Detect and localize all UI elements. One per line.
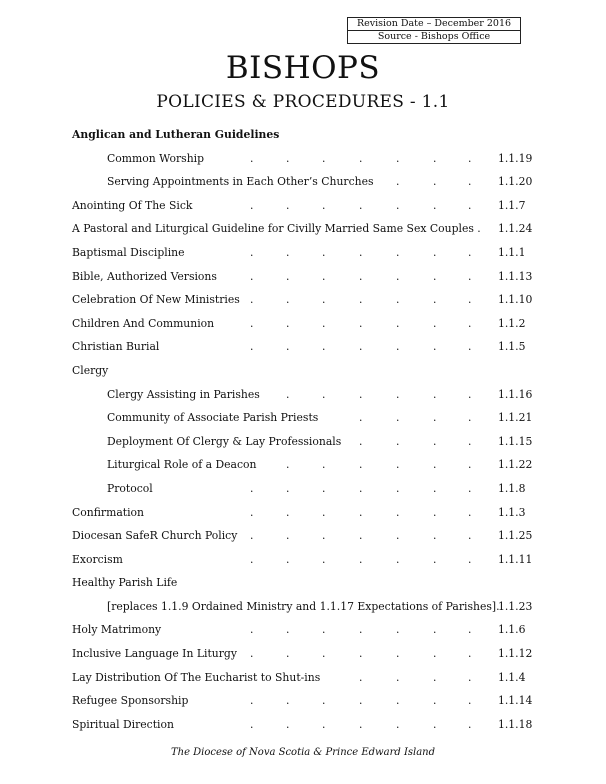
page-subtitle: POLICIES & PROCEDURES - 1.1 [156,92,450,112]
toc-entry [72,127,532,151]
toc-entry-number: 1.1.7 [498,198,526,212]
toc-entry-title: Healthy Parish Life [72,576,178,590]
toc-entry-number: 1.1.10 [498,293,533,307]
toc-entry-title: Refugee Sponsorship [72,694,189,708]
toc-entry-title: Inclusive Language In Liturgy [72,647,237,661]
toc-entry: Inclusive Language In Liturgy . . . . . . . 1.1.12 [72,647,533,661]
toc-entry: Bible, Authorized Versions . . . . . . . 1.1.13 [72,269,533,283]
toc-entry: Lay Distribution Of The Eucharist to Shut-ins . . . . 1.1.4 [72,670,526,684]
toc-entry-title: Serving Appointments in Each Other’s Churches [107,175,374,189]
toc-entry-number: 1.1.3 [498,505,526,519]
toc-entry-number: 1.1.8 [498,481,526,495]
toc-entry: Clergy Assisting in Parishes . . . . . . 1.1.16 [107,387,533,401]
toc-entry [72,363,532,387]
toc-entry-title: Clergy [72,363,109,377]
toc-entry: Serving Appointments in Each Other’s Churches . . . 1.1.20 [107,175,533,189]
toc-entry [72,221,532,245]
toc-entry [72,575,532,599]
toc-entry: Deployment Of Clergy & Lay Professionals . . . . 1.1.15 [107,434,533,448]
toc-entry-number: 1.1.24 [498,222,533,236]
toc-entry-title: Common Worship [107,151,205,165]
toc-entry-number: 1.1.14 [498,694,533,708]
toc-entry: Spiritual Direction . . . . . . . 1.1.18 [72,717,533,731]
toc-entry-title: Lay Distribution Of The Eucharist to Shut-ins [72,670,321,684]
toc-entry-title: A Pastoral and Liturgical Guideline for Civilly Married Same Sex Couples . [72,222,481,236]
toc-entry-title: [replaces 1.1.9 Ordained Ministry and 1.1.17 Expectations of Parishes]. [107,599,500,613]
toc-entry: Common Worship . . . . . . . 1.1.19 [107,151,533,165]
toc-entry-number: 1.1.11 [498,552,533,566]
toc-entry-title: Community of Associate Parish Priests [107,411,319,425]
toc-entry: Protocol . . . . . . . 1.1.8 [107,481,526,495]
toc-entry-number: 1.1.25 [498,529,533,543]
source-office: Source - Bishops Office [348,30,520,43]
toc-entry-title: Exorcism [72,552,123,566]
toc-entry-title: Bible, Authorized Versions [72,269,217,283]
toc-entry-number: 1.1.13 [498,269,533,283]
toc-entry: Confirmation . . . . . . . 1.1.3 [72,505,526,519]
toc-entry: Children And Communion . . . . . . . 1.1.2 [72,316,526,330]
toc-entry: Holy Matrimony . . . . . . . 1.1.6 [72,623,526,637]
toc-entry-title: Anglican and Lutheran Guidelines [72,128,280,141]
toc-entry-number: 1.1.5 [498,340,526,354]
toc-entry-number: 1.1.12 [498,647,533,661]
toc-entry-number: 1.1.16 [498,387,533,401]
toc-entry-title: Diocesan SafeR Church Policy [72,529,238,543]
toc-entry: Anointing Of The Sick . . . . . . . 1.1.7 [72,198,526,212]
toc-entry-title: Liturgical Role of a Deacon [107,458,257,472]
toc-entry-title: Spiritual Direction [72,717,174,731]
page-title: BISHOPS [225,50,381,86]
toc-entry: Christian Burial . . . . . . . 1.1.5 [72,340,526,354]
toc-entry-title: Christian Burial [72,340,160,354]
toc-entry-number: 1.1.20 [498,175,533,189]
revision-date: Revision Date – December 2016 [356,18,512,29]
toc-entry-number: 1.1.23 [498,599,533,613]
toc-entry-title: Protocol [107,481,153,495]
toc-entry: Exorcism . . . . . . . 1.1.11 [72,552,533,566]
toc-entry-number: 1.1.1 [498,245,526,259]
toc-entry [72,599,532,623]
toc-entry-title: Holy Matrimony [72,623,162,637]
toc-entry-number: 1.1.19 [498,151,533,165]
toc-entry: Liturgical Role of a Deacon . . . . . . 1.1.22 [107,458,533,472]
toc-entry-number: 1.1.15 [498,434,533,448]
toc-entry-number: 1.1.22 [498,458,533,472]
toc-entry-title: Confirmation [72,505,144,519]
toc-entry-title: Deployment Of Clergy & Lay Professionals [107,434,342,448]
toc-entry: Celebration Of New Ministries . . . . . . . 1.1.10 [72,293,533,307]
toc-entry-title: Children And Communion [72,316,215,330]
toc-entry-number: 1.1.6 [498,623,526,637]
toc-entry: Diocesan SafeR Church Policy . . . . . . . 1.1.25 [72,529,533,543]
toc-entry: Refugee Sponsorship . . . . . . . 1.1.14 [72,694,533,708]
toc-entry-number: 1.1.2 [498,316,526,330]
toc-entry-number: 1.1.18 [498,717,533,731]
toc-entry: Community of Associate Parish Priests . . . . 1.1.21 [107,411,533,425]
toc-entry-title: Baptismal Discipline [72,245,185,259]
toc-entry-title: Anointing Of The Sick [72,198,193,212]
table-of-contents [72,127,532,740]
toc-entry-title: Clergy Assisting in Parishes [107,387,260,401]
toc-entry-number: 1.1.21 [498,411,533,425]
footer-diocese: The Diocese of Nova Scotia & Prince Edward Island [170,747,436,758]
toc-entry-title: Celebration Of New Ministries [72,293,240,307]
revision-info-box [347,17,521,44]
toc-entry: Baptismal Discipline . . . . . . . 1.1.1 [72,245,526,259]
toc-entry-number: 1.1.4 [498,670,526,684]
